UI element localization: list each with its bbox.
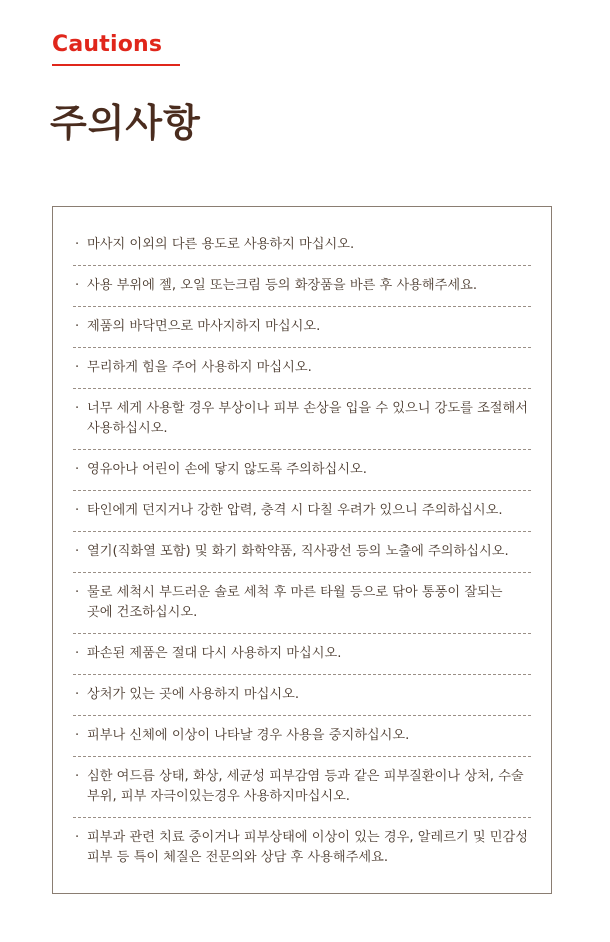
- caution-text: 무리하게 힘을 주어 사용하지 마십시오.: [87, 360, 312, 375]
- bullet-mark: ·: [75, 769, 80, 784]
- bullet-mark: ·: [75, 687, 80, 702]
- list-item: [73, 675, 531, 716]
- list-item: [73, 491, 531, 532]
- caution-text: 타인에게 던지거나 강한 압력, 충격 시 다칠 우려가 있으니 주의하십시오.: [87, 503, 503, 518]
- caution-text: 물로 세척시 부드러운 솔로 세척 후 마른 타월 등으로 닦아 통풍이 잘되는 곳에 건조하십시오.: [87, 585, 503, 620]
- caution-text: 사용 부위에 젤, 오일 또는크림 등의 화장품을 바른 후 사용해주세요.: [87, 278, 478, 293]
- list-item: [73, 634, 531, 675]
- list-item: [73, 532, 531, 573]
- caution-text: 제품의 바닥면으로 마사지하지 마십시오.: [87, 319, 321, 334]
- caution-text: 너무 세게 사용할 경우 부상이나 피부 손상을 입을 수 있으니 강도를 조절해서 사용하십시오.: [87, 401, 529, 436]
- cautions-label-underline: [52, 64, 180, 66]
- list-item: [73, 573, 531, 634]
- list-item: [73, 348, 531, 389]
- caution-text: 피부나 신체에 이상이 나타날 경우 사용을 중지하십시오.: [87, 728, 410, 743]
- caution-text: 피부과 관련 치료 중이거나 피부상태에 이상이 있는 경우, 알레르기 및 민감성 피부 등 특이 체질은 전문의와 상담 후 사용해주세요.: [87, 830, 529, 865]
- page-title: 주의사항: [50, 101, 201, 145]
- bullet-mark: ·: [75, 360, 80, 375]
- list-item: [73, 266, 531, 307]
- bullet-mark: ·: [75, 728, 80, 743]
- list-item: [73, 450, 531, 491]
- list-item: [73, 389, 531, 450]
- cautions-box: [52, 206, 552, 894]
- list-item: [73, 307, 531, 348]
- caution-text: 상처가 있는 곳에 사용하지 마십시오.: [87, 687, 300, 702]
- bullet-mark: ·: [75, 544, 80, 559]
- bullet-mark: ·: [75, 462, 80, 477]
- bullet-mark: ·: [75, 503, 80, 518]
- cautions-list: [73, 225, 531, 878]
- caution-text: 파손된 제품은 절대 다시 사용하지 마십시오.: [87, 646, 342, 661]
- list-item: [73, 757, 531, 818]
- bullet-mark: ·: [75, 830, 80, 845]
- list-item: [73, 225, 531, 266]
- bullet-mark: ·: [75, 319, 80, 334]
- bullet-mark: ·: [75, 646, 80, 661]
- list-item: [73, 716, 531, 757]
- caution-text: 영유아나 어린이 손에 닿지 않도록 주의하십시오.: [87, 462, 367, 477]
- cautions-label: Cautions: [52, 32, 163, 57]
- list-item: [73, 818, 531, 878]
- bullet-mark: ·: [75, 401, 80, 416]
- caution-text: 마사지 이외의 다른 용도로 사용하지 마십시오.: [87, 237, 355, 252]
- bullet-mark: ·: [75, 237, 80, 252]
- bullet-mark: ·: [75, 585, 80, 600]
- bullet-mark: ·: [75, 278, 80, 293]
- caution-text: 열기(직화열 포함) 및 화기 화학약품, 직사광선 등의 노출에 주의하십시오.: [87, 544, 509, 559]
- caution-text: 심한 여드름 상태, 화상, 세균성 피부감염 등과 같은 피부질환이나 상처, 수술 부위, 피부 자극이있는경우 사용하지마십시오.: [87, 769, 524, 804]
